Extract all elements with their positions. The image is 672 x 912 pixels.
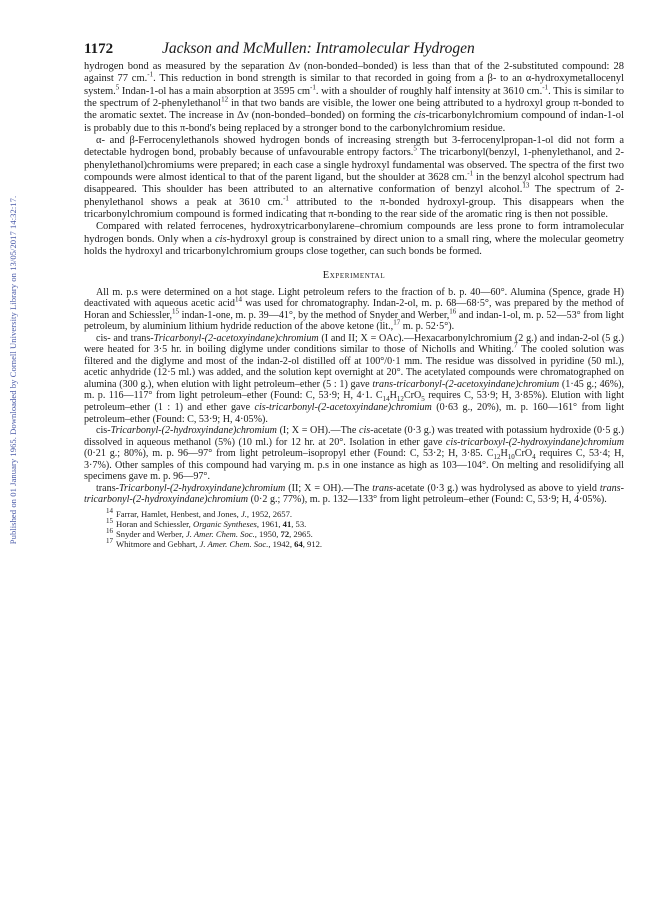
reference-item: $^{17}$ Whitmore and Gebhart, J. Amer. Chem. Soc., 1942, 64, 912. [106, 537, 323, 549]
paragraph-3: Compared with related ferrocenes, hydroxytricarbonylarene–chromium compounds are less prone to form intramolecular hydrogen bonds. Only when a cis-hydroxyl group is constrained by direct union to a small ring, where the molecular geometry holds the hydroxyl and tricarbonylchromium groups close together, can such bonds be formed. [84, 221, 624, 258]
paragraph-1: hydrogen bond as measured by the separation Δν (non-bonded–bonded) is less than that of the 2-substituted compound: 28 against 77 cm.$^{-1}$. This reduction in bond strength is similar to that recorded in going from a β- to an α-hydroxymetallocenyl system.$^5$ Indan-1-ol has a main absorption at 3595 $cm^{-1}$. with a shoulder of roughly half intensity at 3610 cm.$^{-1}$. This is similar to the spectrum of 2-phenylethanol$^{12}$ in that two bands are visible, the lower one being attributed to a hydroxyl group π-bonded to the aromatic sextet. The increase in Δν (non-bonded–bonded) on forming the cis-tricarbonylchromium compound of indan-1-ol is probably due to this π-bond's being replaced by a stronger bond to the carbonylchromium residue. [84, 61, 625, 134]
reference-item: $^{15}$ Horan and Schiessler, Organic Syntheses, 1961, 41, 53. [106, 517, 307, 529]
experimental-paragraph-1: All m. p.s were determined on a hot stage. Light petroleum refers to the fraction of b. p. 40—60°. Alumina (Spence, grade H) deactivated with aqueous acetic acid$^{14}$ was used for chromatography. Indan-2-ol, m. p. 68—68·5°, was prepared by the method of Horan and Schiessler,$^{15}$ indan-1-one, m. p. 39—41°, by the method of Snyder and Werber,$^{16}$ and indan-1-ol, m. p. 52—53° from light petroleum, by aluminium lithium hydride reduction of the above ketone (lit.,$^{17}$ m. p. 52·5°). [84, 286, 624, 333]
reference-item: $^{16}$ Snyder and Werber, J. Amer. Chem. Soc., 1950, 72, 2965. [106, 527, 313, 539]
experimental-section [84, 287, 624, 506]
page-header [84, 40, 624, 58]
running-title: Jackson and McMullen: Intramolecular Hydrogen [162, 40, 475, 57]
experimental-paragraph-3: cis-Tricarbonyl-(2-hydroxyindane)chromium (I; X = OH).—The cis-acetate (0·3 g.) was treated with potassium hydroxide (0·5 g.) dissolved in aqueous methanol (5%) (10 ml.) for 12 hr. at 20°. Isolation in ether gave cis-tricarboxyl-(2-hydroxyindane)chromium (0·21 g.; 80%), m. p. 96—97° from light petroleum–isopropyl ether (Found: C, 53·2; H, 3·85. $C_{12}H_{10}CrO_4$ requires C, 53·4; H, 3·7%). Other samples of this compound had varying m. p.s in one instance as high as 103—104°. On melting and resolidifying all specimens gave m. p. 96—97°. [84, 425, 624, 483]
experimental-paragraph-4: trans-Tricarbonyl-(2-hydroxyindane)chromium (II; X = OH).—The trans-acetate (0·3 g.) was hydrolysed as above to yield trans-tricarbonyl-(2-hydroxyindane)chromium (0·2 g.; 77%), m. p. 132—133° from light petroleum–ether (Found: C, 53·9; H, 4·05%). [84, 482, 624, 506]
publication-side-note [2, 130, 24, 610]
experimental-heading: Experimental [322, 269, 386, 281]
paragraph-2: α- and β-Ferrocenylethanols showed hydrogen bonds of increasing strength but 3-ferrocenylpropan-1-ol did not form a detectable hydrogen bond, probably because of unfavourable entropy factors.$^5$ The tricarbonyl(benzyl, 1-phenylethanol, and 2-phenylethanol)chromiums were prepared; in each case a single hydroxyl fundamental was observed. The spectra of the first two compounds were almost identical to that of the parent ligand, but the shoulder at 3628 cm.$^{-1}$ in the benzyl alcohol spectrum had disappeared. This shoulder has been attributed to an alternative conformation of benzyl alcohol.$^{13}$ The spectrum of 2-phenylethanol shows a peak at 3610 cm.$^{-1}$ attributed to the π-bonded hydroxyl-group. This disappears when the tricarbonylchromium compound is formed indicating that π-bonding to the rear side of the aromatic ring is then not possible. [84, 135, 625, 221]
page-number: 1172 [84, 41, 114, 57]
side-note-text: Published on 01 January 1965. Downloaded by Cornell University Library on 13/05/2017 14:32:17. [8, 195, 18, 545]
references-list [84, 509, 624, 549]
reference-item: $^{14}$ Farrar, Hamlet, Henbest, and Jones, J., 1952, 2657. [106, 507, 293, 519]
article-page [84, 40, 624, 549]
experimental-paragraph-2: cis- and trans-Tricarbonyl-(2-acetoxyindane)chromium (I and II; X = OAc).—Hexacarbonylchromium (2 g.) and indan-2-ol (5 g.) were heated for 3·5 hr. in boiling diglyme under conditions similar to those of Nicholls and Whiting.$^7$ The cooled solution was filtered and the diglyme and most of the indan-2-ol distilled off at 100°/0·1 mm. The residue was dissolved in pyridine (50 ml.), acetic anhydride (12·5 ml.) was added, and the solution kept overnight at 20°. The acetylated compounds were chromatographed on alumina (300 g.), when elution with light petroleum–ether (5 : 1) gave trans-tricarbonyl-(2-acetoxyindane)chromium (1·45 g.; 46%), m. p. 116—117° from light petroleum–ether (Found: C, 53·9; H, 4·1. $C_{14}H_{12}CrO_5$ requires C, 53·9; H, 3·85%). Elution with light petroleum–ether (1 : 1) and ether gave cis-tricarbonyl-(2-acetoxyindane)chromium (0·63 g., 20%), m. p. 160—161° from light petroleum–ether (Found: C, 53·9; H, 4·05%). [84, 332, 624, 425]
